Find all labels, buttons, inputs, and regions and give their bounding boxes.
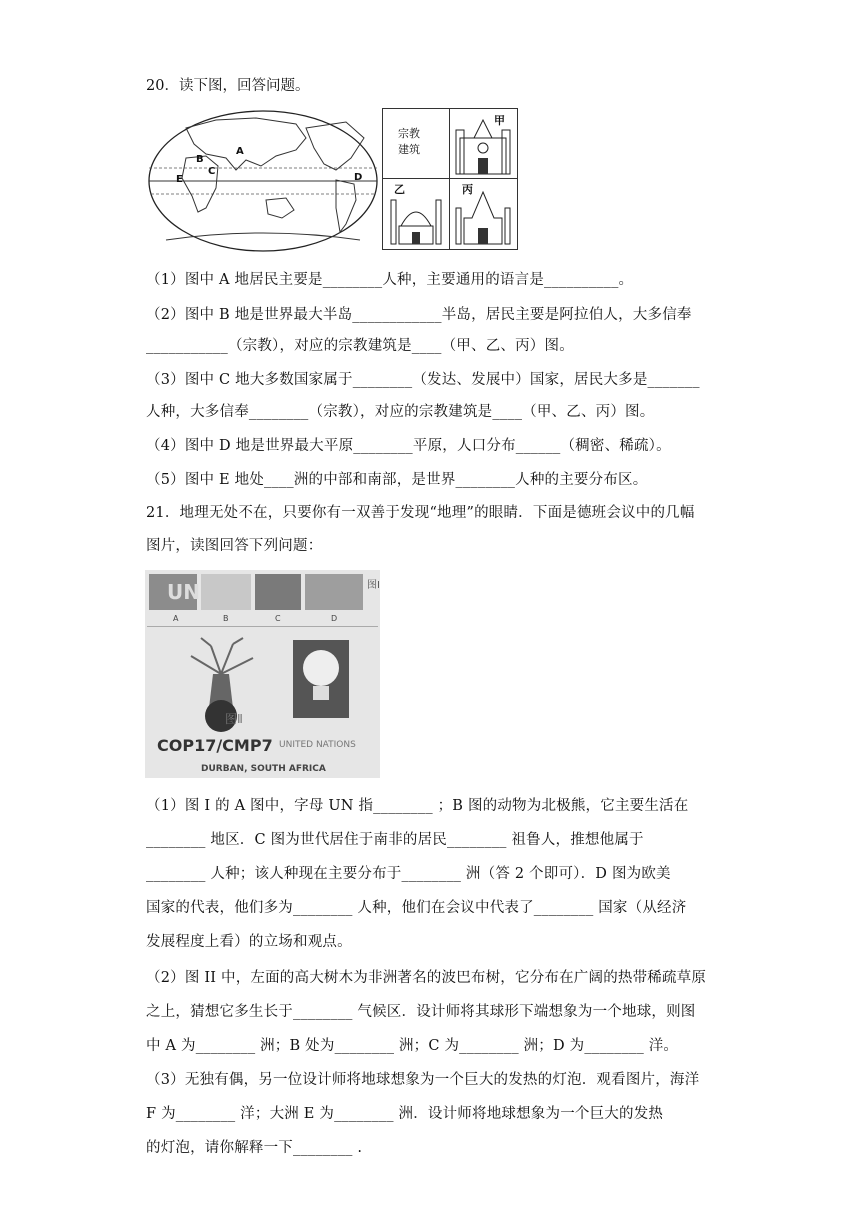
fig1-label: 图Ⅰ bbox=[367, 580, 380, 591]
religion-buildings-figure bbox=[382, 108, 519, 251]
q21-line-6: （2）图 II 中，左面的高大树木为非洲著名的波巴布树，它分布在广阔的热带稀疏草原 bbox=[146, 970, 707, 986]
temple-icon bbox=[452, 188, 514, 246]
map-label-c: C bbox=[208, 166, 216, 177]
label-jia: 甲 bbox=[494, 114, 505, 127]
western-representative-photo bbox=[305, 574, 363, 610]
strip-label-d: D bbox=[331, 614, 338, 623]
label-yi: 乙 bbox=[394, 183, 405, 196]
map-label-a: A bbox=[236, 146, 244, 157]
q21-line-11: 的灯泡，请你解释一下________ . bbox=[146, 1140, 363, 1156]
cop-title: COP17/CMP7 bbox=[157, 736, 273, 755]
q21-line-5: 发展程度上看）的立场和观点。 bbox=[146, 934, 352, 950]
q20-line-2: （2）图中 B 地是世界最大半岛____________半岛，居民主要是阿拉伯人，大多信奉 bbox=[146, 307, 692, 323]
strip-label-c: C bbox=[275, 614, 281, 623]
un-logo-photo: UN bbox=[149, 574, 197, 610]
q21-line-2: ________ 地区．C 图为世代居住于南非的居民________ 祖鲁人，推想他属于 bbox=[146, 832, 644, 848]
q21-line-7: 之上，猜想它多生长于________ 气候区．设计师将其球形下端想象为一个地球，则图 bbox=[146, 1004, 696, 1020]
mosque-icon bbox=[385, 192, 447, 246]
q21-line-10: F 为________ 洋；大洲 E 为________ 洲．设计师将地球想象为一个巨大的发热 bbox=[146, 1106, 664, 1122]
q21-line-3: ________ 人种；该人种现在主要分布于________ 洲（答 2 个即可）．D 图为欧美 bbox=[146, 866, 671, 882]
strip-label-a: A bbox=[173, 614, 179, 623]
world-map-figure bbox=[146, 108, 380, 254]
question-21-title-line-2: 图片，读图回答下列问题： bbox=[146, 538, 323, 554]
church-icon bbox=[452, 116, 514, 176]
q20-line-5: 人种，大多信奉________（宗教），对应的宗教建筑是____（甲、乙、丙）图。 bbox=[146, 404, 655, 420]
q21-line-1: （1）图 I 的 A 图中，字母 UN 指________ ；B 图的动物为北极熊，它主要生活在 bbox=[146, 798, 689, 814]
baobab-tree-icon bbox=[171, 634, 271, 734]
q20-line-3: ___________（宗教），对应的宗教建筑是____（甲、乙、丙）图。 bbox=[146, 338, 574, 354]
durban-conference-figure bbox=[145, 570, 380, 778]
durban-text: DURBAN, SOUTH AFRICA bbox=[201, 764, 326, 774]
label-bing: 丙 bbox=[462, 183, 473, 196]
map-label-e: E bbox=[176, 174, 183, 185]
un-text: UNITED NATIONS bbox=[279, 740, 356, 750]
map-label-b: B bbox=[196, 154, 204, 165]
q21-line-9: （3）无独有偶，另一位设计师将地球想象为一个巨大的发热的灯泡．观看图片，海洋 bbox=[146, 1072, 700, 1088]
polar-bear-photo bbox=[201, 574, 251, 610]
lightbulb-globe-icon bbox=[293, 640, 349, 718]
bulb-photo bbox=[293, 640, 349, 718]
question-21-title-line-1: 21．地理无处不在，只要你有一双善于发现“地理”的眼睛．下面是德班会议中的几幅 bbox=[146, 505, 695, 521]
q20-line-6: （4）图中 D 地是世界最大平原________平原，人口分布______（稠密、稀疏）。 bbox=[146, 438, 671, 454]
fig2-label: 图Ⅱ bbox=[225, 712, 243, 726]
question-20-title: 20．读下图，回答问题。 bbox=[146, 78, 310, 94]
q21-line-8: 中 A 为________ 洲；B 处为________ 洲；C 为________ 洲；D 为________ 洋。 bbox=[146, 1038, 679, 1054]
q21-line-4: 国家的代表，他们多为________ 人种，他们在会议中代表了________ 国家（从经济 bbox=[146, 900, 687, 916]
q20-line-4: （3）图中 C 地大多数国家属于________（发达、发展中）国家，居民大多是_______ bbox=[146, 372, 700, 388]
q20-line-7: （5）图中 E 地处____洲的中部和南部，是世界________人种的主要分布区。 bbox=[146, 472, 648, 488]
religion-panel-title: 宗教 建筑 bbox=[398, 127, 420, 156]
map-label-d: D bbox=[354, 172, 363, 183]
q20-line-1: （1）图中 A 地居民主要是________人种，主要通用的语言是__________。 bbox=[146, 272, 634, 288]
zulu-person-photo bbox=[255, 574, 301, 610]
strip-label-b: B bbox=[223, 614, 229, 623]
